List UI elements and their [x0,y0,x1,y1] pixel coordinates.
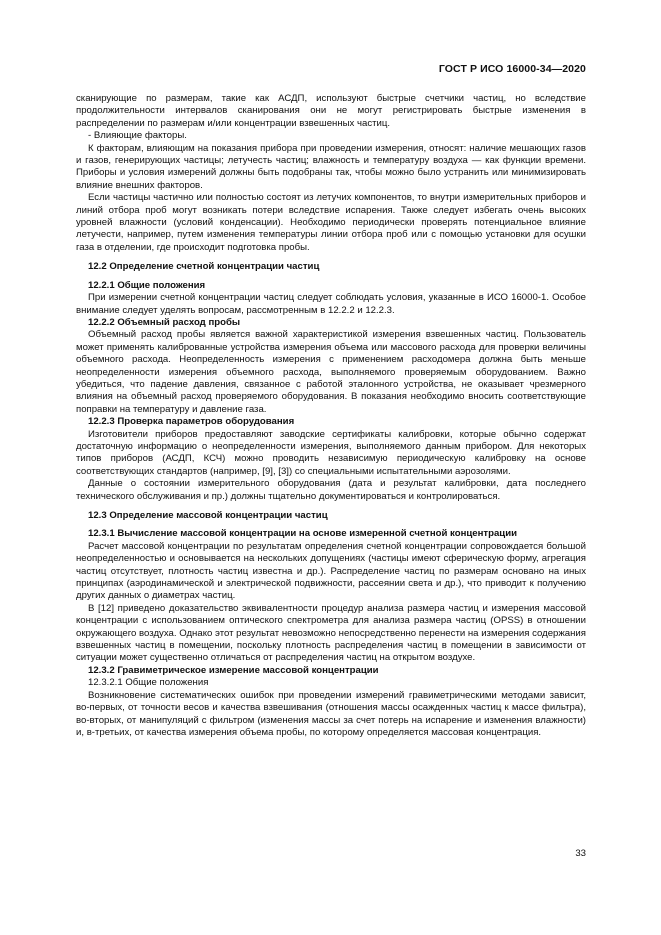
document-id-header: ГОСТ Р ИСО 16000-34—2020 [438,63,586,75]
paragraph: Если частицы частично или полностью состоят из летучих компонентов, то внутри измерительных приборов и линий отбора проб могут возникать потери вследствие испарения. Также следует избегать очень высоких уровней влажности (условий конденсации). Необходимо периодически проверять потенциальное влияние летучести, например, путем изменения температуры линии отбора проб или с помощью установки для осушки газа в отделении, где происходит подготовка пробы. [76,192,586,253]
paragraph: В [12] приведено доказательство эквивалентности процедур анализа размера частиц и измерения массовой концентрации с использованием оптического спектрометра для анализа размера частиц (OPSS) в отношении окружающего воздуха. Однако этот результат невозможно непосредственно перенести на измерения содержания взвешенных частиц в помещении, поскольку плотность распределения частиц в помещении в зависимости от ситуации может существенно отличаться от распределения частиц на открытом воздухе. [76,602,586,664]
document-body [76,93,586,739]
subsection-heading-12-2-2: 12.2.2 Объемный расход пробы [88,316,241,328]
paragraph: - Влияющие факторы. [88,130,187,142]
subsection-heading-12-3-2: 12.3.2 Гравиметрическое измерение массовой концентрации [88,664,379,676]
clause-heading-12-3-2-1: 12.3.2.1 Общие положения [88,677,209,689]
page-number: 33 [575,848,586,859]
subsection-heading-12-2-3: 12.2.3 Проверка параметров оборудования [88,416,295,428]
paragraph: сканирующие по размерам, такие как АСДП, используют быстрые счетчики частиц, но вследствие продолжительности интервалов сканирования они не могут регистрировать быстрые изменения в распределении по размерам и/или концентрации взвешенных частиц. [76,93,586,129]
document-page [76,0,586,935]
paragraph: К факторам, влияющим на показания прибора при проведении измерения, относят: наличие мешающих газов и газов, генерирующих частицы; летучесть частиц; влажность и температуру воздуха — как функции времени. Приборы и условия измерений должны быть подобраны так, чтобы можно было устранить или минимизировать влияние внешних факторов. [76,142,586,191]
paragraph: Возникновение систематических ошибок при проведении измерений гравиметрическими методами зависит, во-первых, от точности весов и качества взвешивания (отношения массы осажденных частиц к массе фильтра), во-вторых, от манипуляций с фильтром (изменения массы за счет потерь на испарение и изменения влажности) и, в-третьих, от качества измерения объема пробы, по которому определяется массовая концентрация. [76,689,586,738]
paragraph: При измерении счетной концентрации частиц следует соблюдать условия, указанные в ИСО 16000-1. Особое внимание следует уделять вопросам, рассмотренным в 12.2.2 и 12.2.3. [76,292,586,316]
section-heading-12-3: 12.3 Определение массовой концентрации частиц [88,510,328,521]
paragraph: Расчет массовой концентрации по результатам определения счетной концентрации сопровождается большой неопределенностью и основывается на нескольких допущениях (частицы имеют сферическую форму, агрегация частиц отсутствует, плотность частиц известна и др.). Распределение частиц по размерам основано на иных принципах (аэродинамической и электрической подвижности, рассеянии света и др.), что приводит к получению других данных о диаметрах частиц. [76,540,586,602]
subsection-heading-12-3-1: 12.3.1 Вычисление массовой концентрации на основе измеренной счетной концентрации [88,528,517,540]
section-heading-12-2: 12.2 Определение счетной концентрации частиц [88,261,320,273]
paragraph: Изготовители приборов предоставляют заводские сертификаты калибровки, которые обычно содержат достаточную информацию о неопределенности измерения, выполняемого данным прибором. Для некоторых типов приборов (АСДП, КСЧ) можно проводить независимую периодическую калибровку на основе соответствующих стандартов (например, [9], [3]) со специальными испытательными аэрозолями. [76,428,586,477]
paragraph: Объемный расход пробы является важной характеристикой измерения взвешенных частиц. Пользователь может применять калиброванные устройства измерения объема или массового расхода для проверки величины объемного расхода. Неопределенность измерения с применением расходомера должна быть меньше неопределенности измерения объемного расхода, выполняемого проверяемым оборудованием. Важно убедиться, что падение давления, связанное с работой эталонного устройства, не оказывает чрезмерного влияния на объемный расход проверяемого оборудования. В показания необходимо вносить соответствующие поправки на температуру и давление газа. [76,329,586,415]
paragraph: Данные о состоянии измерительного оборудования (дата и результат калибровки, дата последнего технического обслуживания и пр.) должны тщательно документироваться и контролироваться. [76,478,586,502]
subsection-heading-12-2-1: 12.2.1 Общие положения [88,279,206,291]
